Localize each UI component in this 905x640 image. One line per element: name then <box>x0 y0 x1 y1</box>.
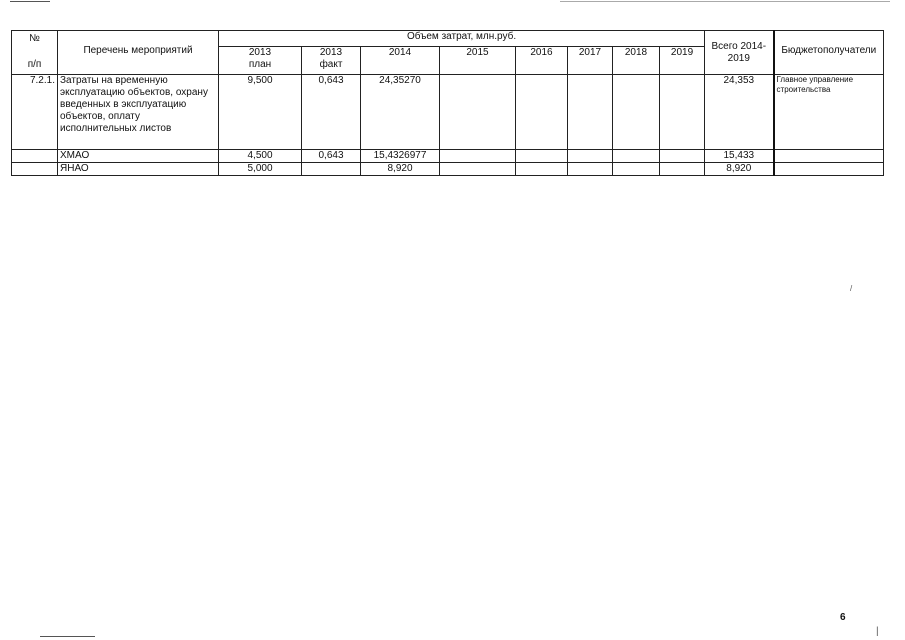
row-2018 <box>613 163 660 176</box>
row-total: 15,433 <box>705 150 774 163</box>
row-2015 <box>440 75 516 150</box>
row-2016 <box>516 150 568 163</box>
header-2018 <box>613 47 660 75</box>
row-num <box>12 163 58 176</box>
row-2013-plan: 4,500 <box>219 150 302 163</box>
table-row <box>12 163 884 176</box>
row-2018 <box>613 150 660 163</box>
header-2013-fact-label: 2013 факт <box>319 47 343 70</box>
row-2013-fact <box>302 163 361 176</box>
row-recipient <box>774 150 884 163</box>
table-row <box>12 75 884 150</box>
row-2019 <box>660 163 705 176</box>
header-2014-label: 2014 <box>388 47 412 58</box>
scan-speck: / <box>850 284 853 293</box>
row-recipient: Главное управление строительства <box>774 75 884 150</box>
scan-edge-mark: | <box>876 626 879 637</box>
row-2013-plan: 9,500 <box>219 75 302 150</box>
row-2017 <box>568 163 613 176</box>
row-2016 <box>516 163 568 176</box>
row-2019 <box>660 75 705 150</box>
header-2015 <box>440 47 516 75</box>
header-activity-label: Перечень мероприятий <box>83 45 193 56</box>
header-2017 <box>568 47 613 75</box>
row-activity: ХМАО <box>58 150 219 163</box>
row-2018 <box>613 75 660 150</box>
header-2017-label: 2017 <box>578 47 602 58</box>
page-number: 6 <box>840 612 846 623</box>
row-recipient <box>774 163 884 176</box>
header-2015-label: 2015 <box>466 47 489 58</box>
row-2019 <box>660 150 705 163</box>
row-2014: 15,4326977 <box>361 150 440 163</box>
header-2013-fact <box>302 47 361 75</box>
table-row <box>12 150 884 163</box>
header-cost-group-label: Объем затрат, млн.руб. <box>406 31 517 42</box>
row-2017 <box>568 75 613 150</box>
header-total <box>705 31 774 75</box>
header-recipient-label: Бюджетополучатели <box>781 45 877 56</box>
row-activity: ЯНАО <box>58 163 219 176</box>
header-2018-label: 2018 <box>624 47 648 58</box>
scan-edge-top-left <box>10 1 50 2</box>
header-2016 <box>516 47 568 75</box>
row-activity: Затраты на временную эксплуатацию объектов, охрану введенных в эксплуатацию объектов, оплату исполнительных листов <box>58 75 219 150</box>
row-2016 <box>516 75 568 150</box>
row-2014: 8,920 <box>361 163 440 176</box>
row-total: 24,353 <box>705 75 774 150</box>
header-2014 <box>361 47 440 75</box>
header-num-sub: п/п <box>27 59 42 70</box>
header-2013-plan <box>219 47 302 75</box>
header-num <box>12 31 58 75</box>
row-2015 <box>440 163 516 176</box>
row-2013-fact: 0,643 <box>302 75 361 150</box>
row-2013-plan: 5,000 <box>219 163 302 176</box>
header-recipient <box>774 31 884 75</box>
row-2014: 24,35270 <box>361 75 440 150</box>
header-activity <box>58 31 219 75</box>
scan-edge-bottom-left <box>40 636 95 637</box>
row-2015 <box>440 150 516 163</box>
row-2013-fact: 0,643 <box>302 150 361 163</box>
header-num-label: № <box>29 33 40 44</box>
row-total: 8,920 <box>705 163 774 176</box>
row-num: 7.2.1. <box>12 75 58 150</box>
header-2019 <box>660 47 705 75</box>
row-num <box>12 150 58 163</box>
row-2017 <box>568 150 613 163</box>
scan-edge-top-right <box>560 1 890 2</box>
header-cost-group <box>219 31 705 47</box>
header-total-label: Всего 2014-2019 <box>711 40 767 64</box>
header-2016-label: 2016 <box>530 47 553 58</box>
header-2013-plan-label: 2013 план <box>248 47 272 70</box>
budget-table <box>11 30 884 176</box>
header-2019-label: 2019 <box>670 47 694 58</box>
